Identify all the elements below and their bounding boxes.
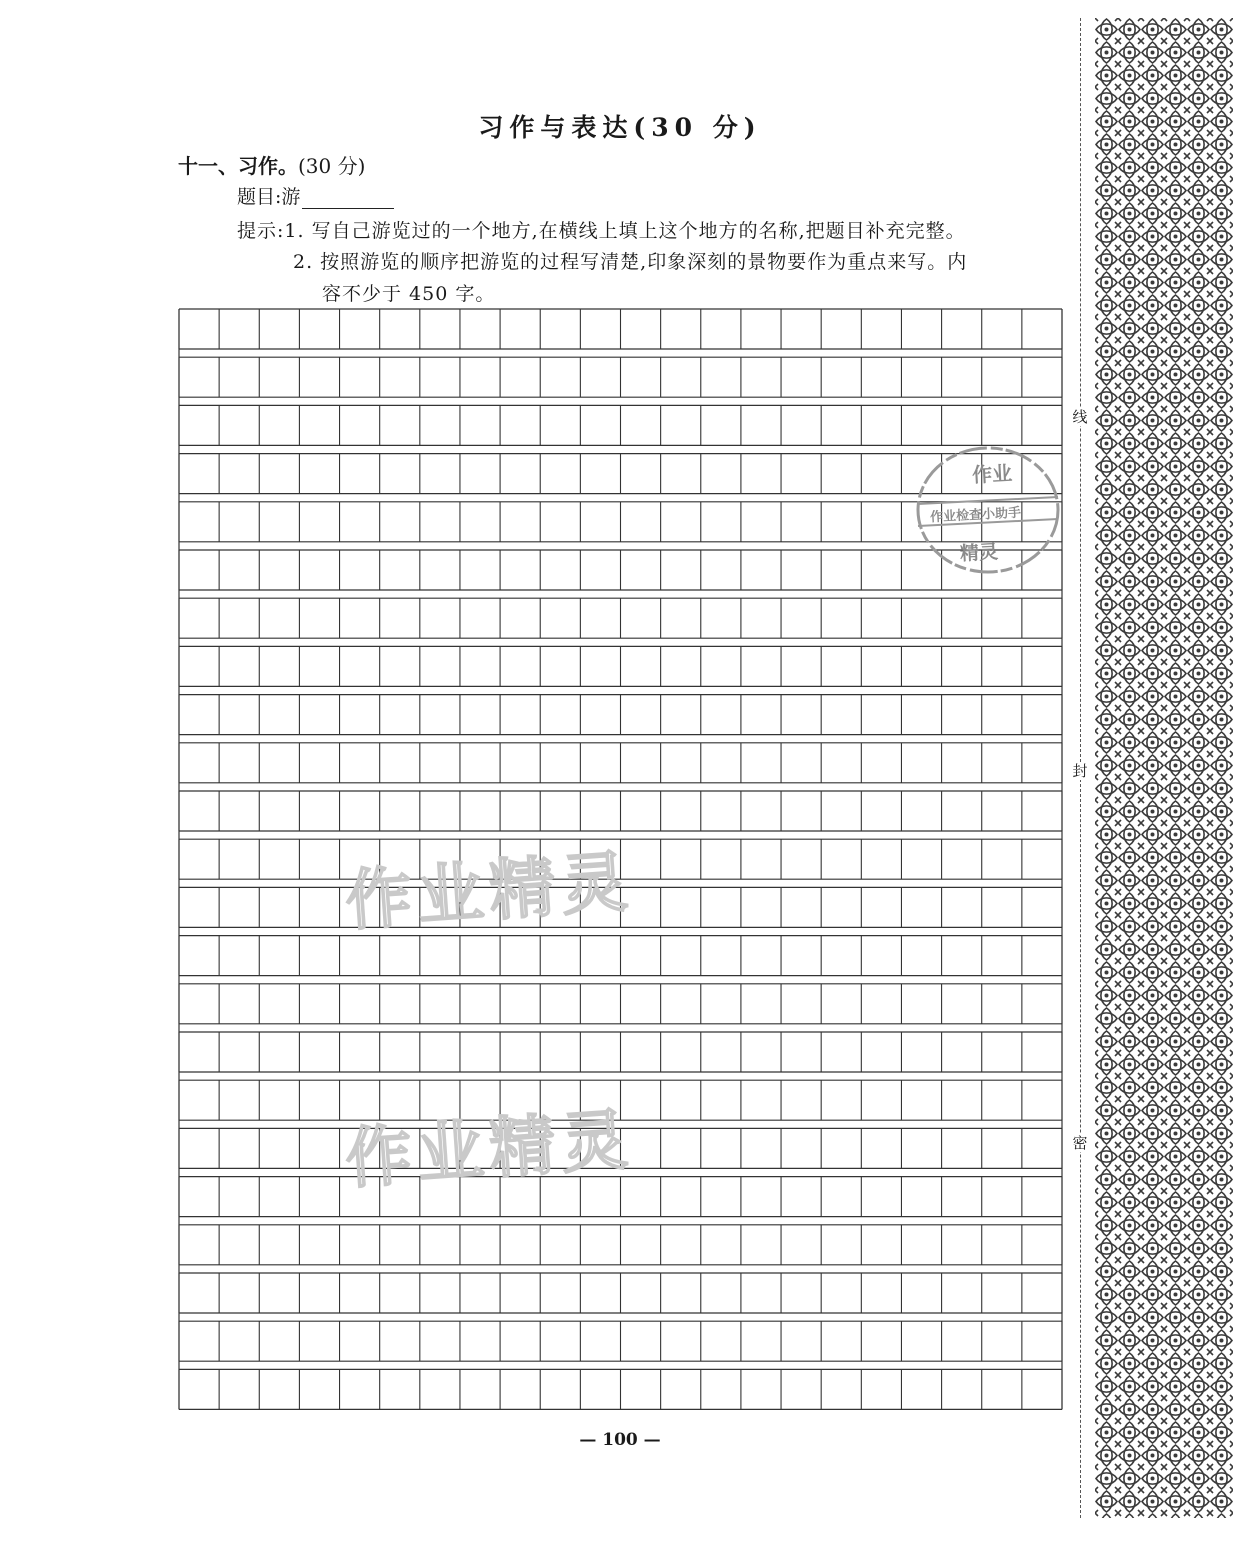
stamp-top-text: 作业: [971, 460, 1013, 488]
hint-line-1: 提示:1. 写自己游览过的一个地方,在横线上填上这个地方的名称,把题目补充完整。: [237, 220, 966, 242]
binding-char-feng: 封: [1072, 762, 1088, 780]
watermark-1: 作业精灵: [343, 843, 636, 940]
topic-label: 题目:游: [237, 186, 301, 208]
binding-char-xian: 线: [1072, 408, 1088, 426]
decorative-pattern-strip: [1095, 18, 1233, 1518]
stamp-middle-text: 作业检查小助手: [929, 505, 1022, 526]
question-number: 十一、习作。: [178, 154, 298, 178]
binding-char-mi: 密: [1072, 1134, 1088, 1152]
page-title: 习作与表达(30 分): [478, 113, 762, 142]
stamp-bottom-text: 精灵: [959, 541, 999, 565]
question-score: (30 分): [298, 154, 366, 178]
hint-line-2: 2. 按照游览的顺序把游览的过程写清楚,印象深刻的景物要作为重点来写。内: [293, 251, 968, 273]
watermark-2: 作业精灵: [343, 1101, 636, 1198]
page-number: — 100 —: [579, 1430, 661, 1450]
homework-stamp: [912, 440, 1064, 580]
hint-line-3: 容不少于 450 字。: [322, 283, 496, 305]
